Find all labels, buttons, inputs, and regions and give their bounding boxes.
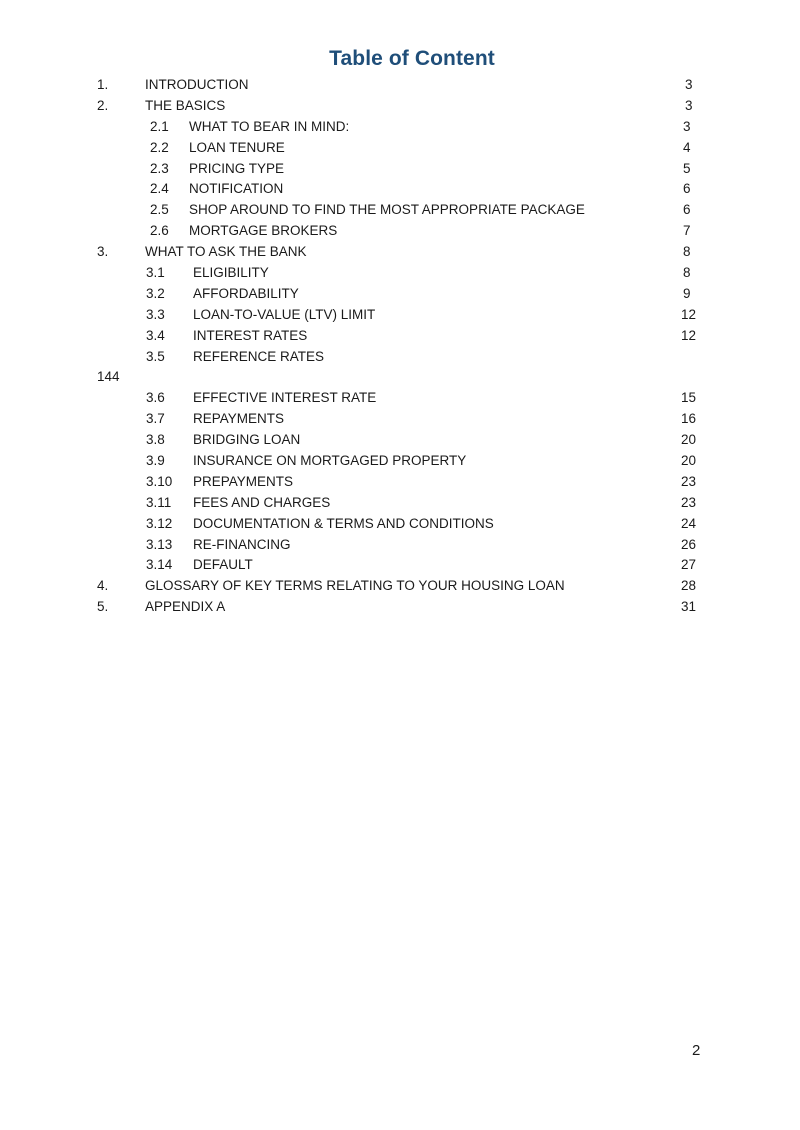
toc-subentry[interactable] bbox=[0, 409, 800, 430]
toc-entry-page: 9 bbox=[683, 285, 691, 301]
toc-orphan-line bbox=[0, 367, 800, 388]
toc-list bbox=[0, 75, 800, 618]
toc-entry[interactable] bbox=[0, 576, 800, 597]
toc-subentry[interactable] bbox=[0, 535, 800, 556]
toc-entry[interactable] bbox=[0, 242, 800, 263]
toc-entry-number: 3.5 bbox=[146, 348, 165, 364]
toc-entry-page: 15 bbox=[681, 390, 697, 406]
toc-subentry[interactable] bbox=[0, 138, 800, 159]
toc-entry-page: 24 bbox=[681, 515, 697, 531]
toc-entry-label: INTEREST RATES bbox=[193, 327, 308, 343]
toc-subentry[interactable] bbox=[0, 326, 800, 347]
toc-entry-number: 3.1 bbox=[146, 265, 165, 281]
toc-entry-label: WHAT TO BEAR IN MIND: bbox=[189, 118, 350, 134]
toc-subentry[interactable] bbox=[0, 117, 800, 138]
toc-subentry[interactable] bbox=[0, 200, 800, 221]
toc-entry-label: THE BASICS bbox=[145, 97, 226, 113]
toc-entry-label: PREPAYMENTS bbox=[193, 473, 294, 489]
toc-entry-page: 26 bbox=[681, 536, 697, 552]
toc-entry-page: 28 bbox=[681, 578, 697, 594]
toc-entry-number: 2.6 bbox=[150, 223, 169, 239]
toc-entry-label: INSURANCE ON MORTGAGED PROPERTY bbox=[193, 453, 467, 469]
toc-entry-label: DEFAULT bbox=[193, 557, 253, 573]
toc-subentry[interactable] bbox=[0, 451, 800, 472]
toc-subentry[interactable] bbox=[0, 472, 800, 493]
toc-entry-page: 20 bbox=[681, 453, 697, 469]
toc-entry-label: INTRODUCTION bbox=[145, 77, 249, 92]
toc-entry-label: REFERENCE RATES bbox=[193, 348, 325, 364]
toc-entry-page: 4 bbox=[683, 139, 691, 155]
toc-subentry[interactable] bbox=[0, 430, 800, 451]
toc-entry-page: 6 bbox=[683, 202, 691, 218]
toc-entry-label: APPENDIX A bbox=[145, 599, 226, 615]
toc-entry-label: PRICING TYPE bbox=[189, 160, 285, 176]
toc-entry-number: 3.11 bbox=[146, 494, 172, 510]
toc-entry-label: EFFECTIVE INTEREST RATE bbox=[193, 390, 377, 406]
toc-entry-label: RE-FINANCING bbox=[193, 536, 291, 552]
toc-entry-label: SHOP AROUND TO FIND THE MOST APPROPRIATE PACKAGE bbox=[189, 202, 585, 218]
toc-entry-number: 3. bbox=[97, 244, 109, 260]
toc-entry-number: 2.1 bbox=[150, 118, 169, 134]
toc-entry-number: 3.4 bbox=[146, 327, 165, 343]
toc-entry-number: 2.2 bbox=[150, 139, 169, 155]
toc-orphan-page: 144 bbox=[97, 369, 120, 385]
toc-entry-number: 3.7 bbox=[146, 411, 165, 427]
toc-entry-page: 23 bbox=[681, 473, 697, 489]
toc-entry[interactable] bbox=[0, 597, 800, 618]
toc-subentry[interactable] bbox=[0, 388, 800, 409]
toc-entry-label: BRIDGING LOAN bbox=[193, 432, 301, 448]
toc-entry-number: 3.10 bbox=[146, 473, 173, 489]
toc-entry-label: DOCUMENTATION & TERMS AND CONDITIONS bbox=[193, 515, 494, 531]
toc-entry-page: 7 bbox=[683, 223, 691, 239]
toc-entry-label: WHAT TO ASK THE BANK bbox=[145, 244, 307, 260]
toc-entry-number: 3.3 bbox=[146, 306, 165, 322]
toc-entry-number: 3.13 bbox=[146, 536, 173, 552]
toc-entry-page: 31 bbox=[681, 599, 697, 615]
toc-entry-page: 3 bbox=[683, 118, 691, 134]
toc-entry-number: 4. bbox=[97, 578, 109, 594]
toc-entry-number: 5. bbox=[97, 599, 109, 615]
toc-subentry[interactable] bbox=[0, 179, 800, 200]
toc-entry-number: 3.2 bbox=[146, 285, 165, 301]
toc-entry-page: 3 bbox=[685, 77, 693, 92]
toc-subentry[interactable] bbox=[0, 263, 800, 284]
toc-entry-number: 3.12 bbox=[146, 515, 173, 531]
toc-entry-number: 3.6 bbox=[146, 390, 165, 406]
toc-entry-number: 1. bbox=[97, 77, 109, 92]
toc-entry-label: FEES AND CHARGES bbox=[193, 494, 331, 510]
toc-subentry[interactable] bbox=[0, 159, 800, 180]
toc-entry-label: GLOSSARY OF KEY TERMS RELATING TO YOUR HOUSING LOAN bbox=[145, 578, 565, 594]
toc-subentry[interactable] bbox=[0, 514, 800, 535]
toc-entry-page: 8 bbox=[683, 244, 691, 260]
toc-subentry[interactable] bbox=[0, 493, 800, 514]
toc-entry-label: REPAYMENTS bbox=[193, 411, 285, 427]
toc-entry-number: 2. bbox=[97, 97, 109, 113]
toc-entry-page: 6 bbox=[683, 181, 691, 197]
toc-subentry[interactable] bbox=[0, 221, 800, 242]
toc-entry-page: 27 bbox=[681, 557, 697, 573]
toc-subentry[interactable] bbox=[0, 347, 800, 368]
toc-entry-number: 2.3 bbox=[150, 160, 169, 176]
toc-entry-page: 12 bbox=[681, 327, 697, 343]
toc-entry-number: 3.8 bbox=[146, 432, 165, 448]
toc-entry-page: 23 bbox=[681, 494, 697, 510]
toc-entry-label: LOAN-TO-VALUE (LTV) LIMIT bbox=[193, 306, 376, 322]
toc-entry-page: 20 bbox=[681, 432, 697, 448]
toc-subentry[interactable] bbox=[0, 305, 800, 326]
toc-entry-label: NOTIFICATION bbox=[189, 181, 284, 197]
toc-entry-page: 12 bbox=[681, 306, 697, 322]
toc-entry-page: 5 bbox=[683, 160, 691, 176]
toc-entry-number: 2.5 bbox=[150, 202, 169, 218]
toc-entry-label: LOAN TENURE bbox=[189, 139, 285, 155]
toc-entry-page: 3 bbox=[685, 97, 693, 113]
toc-entry-page: 16 bbox=[681, 411, 697, 427]
toc-entry-number: 3.14 bbox=[146, 557, 173, 573]
page-title: Table of Content bbox=[329, 47, 495, 70]
toc-entry-page: 8 bbox=[683, 265, 691, 281]
toc-entry-label: ELIGIBILITY bbox=[193, 265, 269, 281]
toc-entry-label: MORTGAGE BROKERS bbox=[189, 223, 338, 239]
toc-entry-label: AFFORDABILITY bbox=[193, 285, 299, 301]
toc-entry[interactable] bbox=[0, 96, 800, 117]
toc-subentry[interactable] bbox=[0, 284, 800, 305]
toc-subentry[interactable] bbox=[0, 555, 800, 576]
page-number: 2 bbox=[692, 1042, 701, 1059]
toc-entry-number: 2.4 bbox=[150, 181, 169, 197]
toc-entry[interactable] bbox=[0, 75, 800, 96]
toc-entry-number: 3.9 bbox=[146, 453, 165, 469]
